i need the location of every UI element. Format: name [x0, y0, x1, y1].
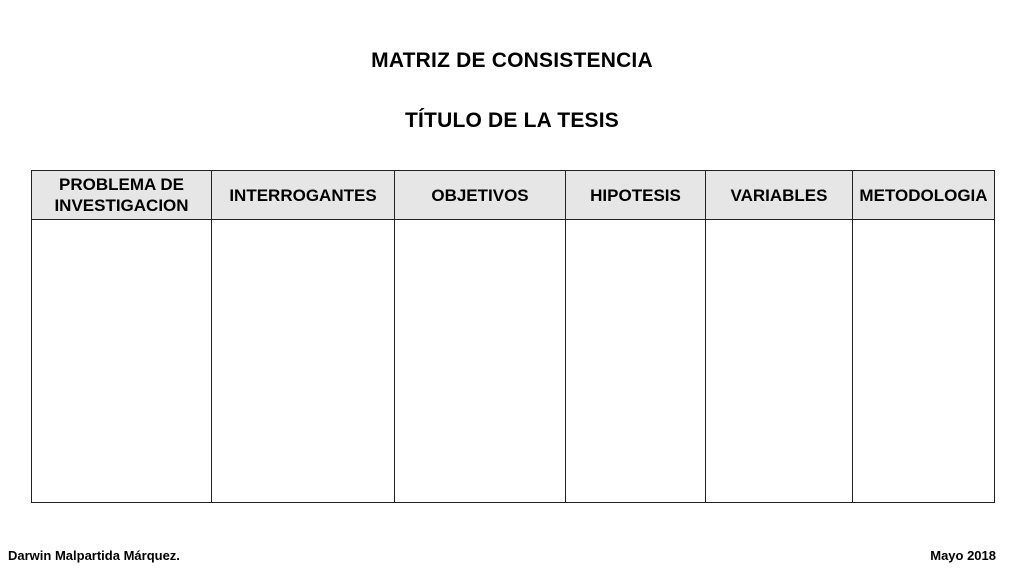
- footer-date: Mayo 2018: [930, 548, 996, 563]
- table-header-row: [32, 171, 995, 220]
- cell-problema: [32, 220, 212, 503]
- column-header-variables: VARIABLES: [706, 171, 853, 220]
- column-header-hipotesis: HIPOTESIS: [566, 171, 706, 220]
- page-title: MATRIZ DE CONSISTENCIA: [371, 49, 653, 72]
- footer-author: Darwin Malpartida Márquez.: [8, 548, 180, 563]
- column-header-objetivos: OBJETIVOS: [395, 171, 566, 220]
- cell-interrogantes: [212, 220, 395, 503]
- consistency-matrix-table: [31, 170, 995, 503]
- thesis-title: TÍTULO DE LA TESIS: [405, 109, 619, 132]
- cell-hipotesis: [566, 220, 706, 503]
- cell-metodologia: [853, 220, 995, 503]
- column-header-problema: PROBLEMA DE INVESTIGACION: [32, 171, 212, 220]
- table-row: [32, 220, 995, 503]
- cell-objetivos: [395, 220, 566, 503]
- column-header-metodologia: METODOLOGIA: [853, 171, 995, 220]
- column-header-interrogantes: INTERROGANTES: [212, 171, 395, 220]
- cell-variables: [706, 220, 853, 503]
